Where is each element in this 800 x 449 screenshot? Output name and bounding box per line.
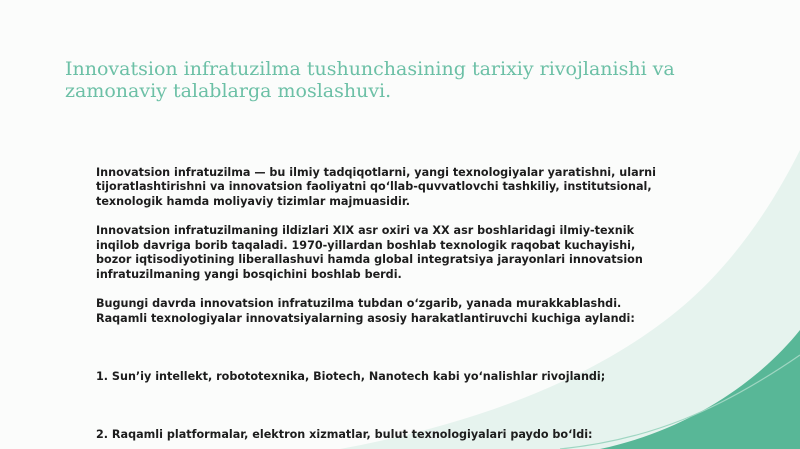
slide-title: Innovatsion infratuzilma tushunchasining tarixiy rivojlanishi va zamonaviy talablarga moslashuvi. xyxy=(65,58,675,102)
paragraph-today: Bugungi davrda innovatsion infratuzilma tubdan o‘zgarib, yanada murakkablashdi. Raqamli texnologiyalar innovatsiyalarning asosiy harakatlantiruvchi kuchiga aylandi: xyxy=(96,296,635,325)
spacer xyxy=(96,399,666,414)
spacer xyxy=(96,341,666,356)
slide-body xyxy=(96,151,666,449)
list-item: 2. Raqamli platformalar, elektron xizmatlar, bulut texnologiyalari paydo bo‘ldi: xyxy=(96,428,593,442)
paragraph-definition: Innovatsion infratuzilma — bu ilmiy tadqiqotlarni, yangi texnologiyalar yaratishni, ularni tijoratlashtirishni va innovatsion faoliyatni qo‘llab-quvvatlovchi tashkiliy, institutsional, texnologik hamda moliyaviy tizimlar majmuasidir. xyxy=(96,165,656,208)
list-item: 1. Sun’iy intellekt, robototexnika, Biotech, Nanotech kabi yo‘nalishlar rivojlandi; xyxy=(96,369,606,383)
paragraph-history: Innovatsion infratuzilmaning ildizlari XIX asr oxiri va XX asr boshlaridagi ilmiy-texnik inqilob davriga borib taqaladi. 1970-yillardan boshlab texnologik raqobat kuchayishi, bozor iqtisodiyotining liberallashuvi hamda global integratsiya jarayonlari innovatsion infratuzilmaning yangi bosqichini boshlab berdi. xyxy=(96,223,643,281)
